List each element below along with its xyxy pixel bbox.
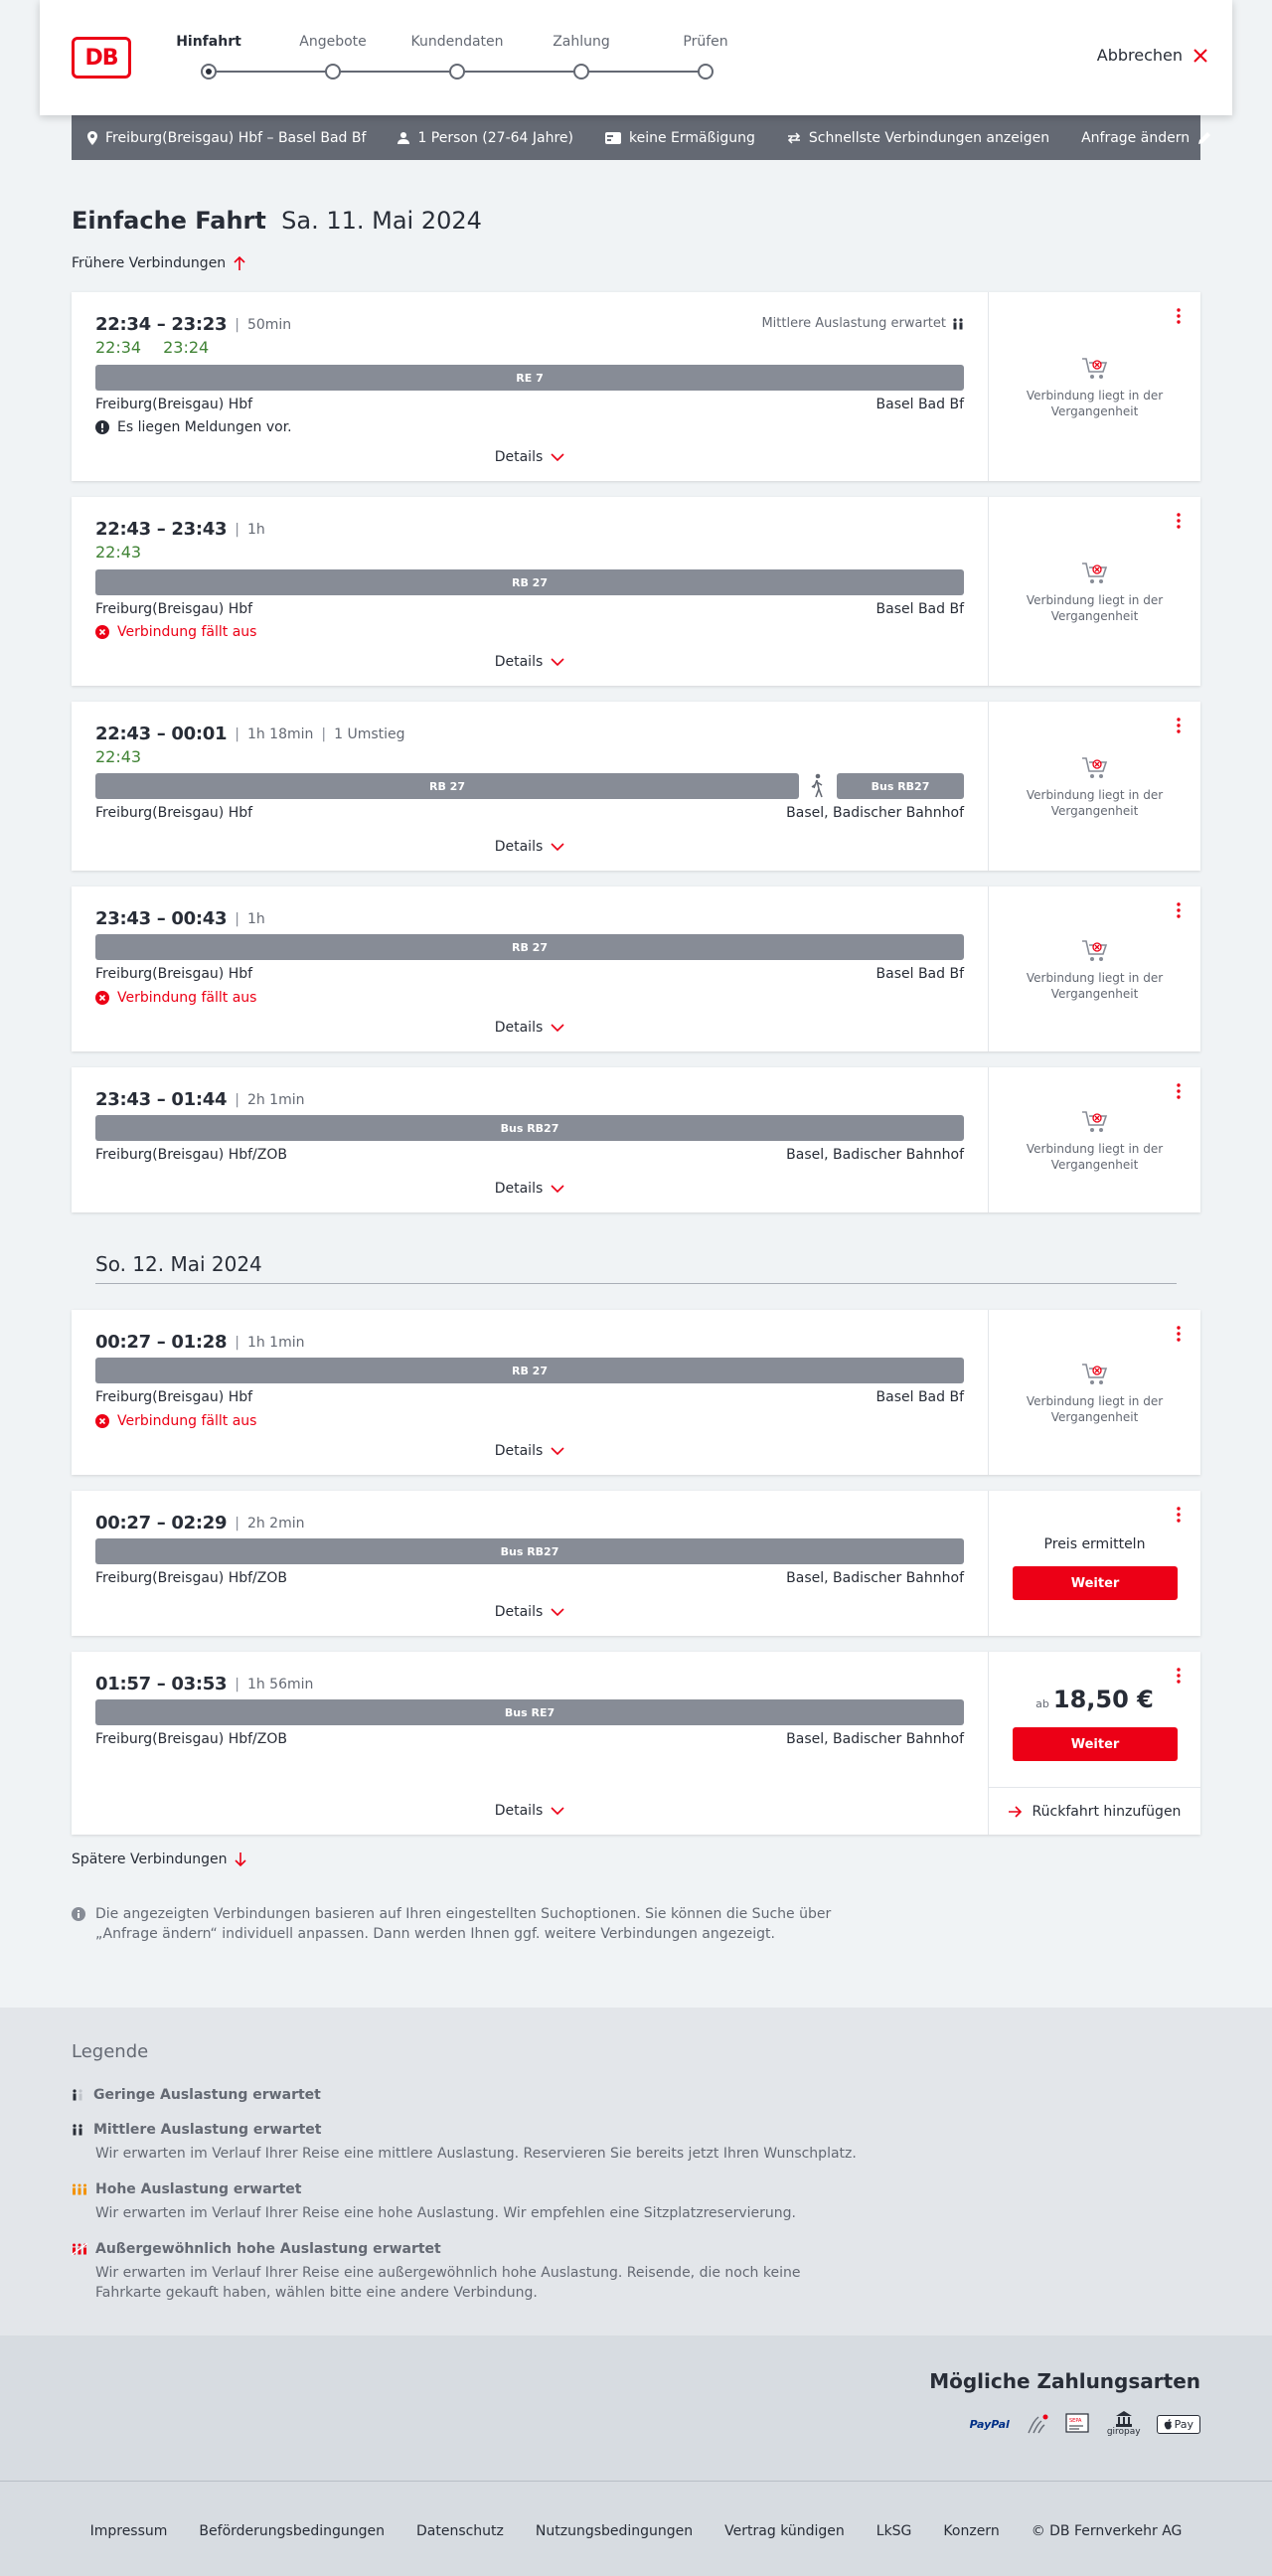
step-angebote-label: Angebote — [299, 34, 367, 50]
train-bar[interactable]: RB 27 — [95, 569, 964, 595]
arrow-right-icon — [1009, 1806, 1023, 1818]
header — [40, 0, 1232, 115]
footer-link-konzern[interactable]: Konzern — [943, 2523, 1000, 2539]
chevron-down-icon — [551, 1807, 564, 1815]
apple-logo-icon — [1164, 2419, 1173, 2430]
cart-disabled-icon — [1081, 755, 1109, 781]
step-pruefen-dot — [698, 64, 714, 80]
step-zahlung-label: Zahlung — [553, 34, 610, 50]
train-bar[interactable]: RB 27 — [95, 1358, 964, 1383]
past-connection-notice: Verbindung liegt in der Vergangenheit — [989, 938, 1200, 1002]
past-connection-notice: Verbindung liegt in der Vergangenheit — [989, 1109, 1200, 1173]
past-connection-notice: Verbindung liegt in der Vergangenheit — [989, 1362, 1200, 1425]
arrival-station: Basel, Badischer Bahnhof — [786, 1570, 964, 1586]
summary-route[interactable]: Freiburg(Breisgau) Hbf – Basel Bad Bf — [87, 130, 366, 146]
departure-station: Freiburg(Breisgau) Hbf — [95, 1389, 253, 1405]
connection-times: 23:43 – 00:43 — [95, 908, 228, 929]
more-options-icon[interactable] — [1171, 1324, 1187, 1344]
details-toggle[interactable]: Details — [72, 1181, 988, 1197]
realtime-times: 22:34 23:24 — [95, 338, 210, 357]
connection-duration: 2h 2min — [246, 1515, 305, 1531]
past-connection-notice: Verbindung liegt in der Vergangenheit — [989, 356, 1200, 419]
connection-card[interactable]: 00:27 – 02:29 | 2h 2min Bus RB27 Freiburg(Breisgau) Hbf/ZOB Basel, Badischer Bahnhof Details Preis ermitteln Weiter — [72, 1491, 1200, 1636]
connection-duration: 1h 1min — [246, 1334, 305, 1351]
occupancy-indicator: Mittlere Auslastung erwartet — [761, 316, 964, 331]
connection-times: 22:43 – 23:43 — [95, 519, 228, 540]
legend-title: Legende — [72, 2041, 149, 2062]
departure-station: Freiburg(Breisgau) Hbf — [95, 805, 253, 821]
footer-copyright: © DB Fernverkehr AG — [1031, 2523, 1183, 2539]
connection-card[interactable]: 01:57 – 03:53 | 1h 56min Bus RE7 Freiburg(Breisgau) Hbf/ZOB Basel, Badischer Bahnhof Details ab 18,50 € Weiter Rückfahrt hinzufügen — [72, 1652, 1200, 1835]
swap-arrows-icon — [787, 132, 801, 144]
chevron-down-icon — [551, 1024, 564, 1032]
footer — [0, 2481, 1272, 2576]
cart-disabled-icon — [1081, 356, 1109, 382]
connection-times: 23:43 – 01:44 — [95, 1089, 228, 1110]
connection-duration: 2h 1min — [246, 1091, 305, 1108]
continue-button[interactable]: Weiter — [1013, 1727, 1178, 1761]
footer-link-datenschutz[interactable]: Datenschutz — [415, 2523, 504, 2539]
connection-duration: 1h 18min — [246, 725, 314, 742]
earlier-connections-link[interactable]: Frühere Verbindungen — [72, 255, 245, 271]
info-icon — [72, 1907, 85, 1921]
occupancy-extreme-icon — [72, 2243, 87, 2255]
connection-times: 00:27 – 02:29 — [95, 1513, 228, 1533]
departure-station: Freiburg(Breisgau) Hbf/ZOB — [95, 1731, 287, 1747]
train-bar[interactable]: RB 27 — [95, 934, 964, 960]
connection-duration: 1h 56min — [246, 1676, 314, 1692]
arrival-station: Basel Bad Bf — [875, 966, 964, 982]
chevron-down-icon — [551, 843, 564, 851]
more-options-icon[interactable] — [1171, 511, 1187, 531]
cart-disabled-icon — [1081, 1109, 1109, 1135]
pencil-icon — [1197, 131, 1211, 145]
bahncard-icon — [605, 132, 621, 144]
connection-card[interactable]: 23:43 – 00:43 | 1h RB 27 Freiburg(Breisgau) Hbf Basel Bad Bf Verbindung fällt aus Details Verbindung liegt in der Vergangenheit — [72, 886, 1200, 1051]
details-toggle[interactable]: Details — [72, 839, 988, 855]
details-toggle[interactable]: Details — [72, 1604, 988, 1620]
cancelled-icon — [95, 625, 109, 639]
sepa-icon — [1065, 2413, 1091, 2435]
payment-title: Mögliche Zahlungsarten — [929, 2369, 1200, 2393]
step-angebote-dot — [325, 64, 341, 80]
realtime-times: 22:43 — [95, 747, 142, 766]
train-bar[interactable]: RB 27 — [95, 773, 799, 799]
footer-link-nutzungsbedingungen[interactable]: Nutzungsbedingungen — [535, 2523, 694, 2539]
chevron-down-icon — [551, 658, 564, 666]
departure-station: Freiburg(Breisgau) Hbf — [95, 966, 253, 982]
departure-station: Freiburg(Breisgau) Hbf/ZOB — [95, 1147, 287, 1163]
footer-link-lksg[interactable]: LkSG — [875, 2523, 912, 2539]
bus-bar[interactable]: Bus RB27 — [95, 1115, 964, 1141]
details-toggle[interactable]: Details — [72, 654, 988, 670]
legend-item: Außergewöhnlich hohe Auslastung erwartet Wir erwarten im Verlauf Ihrer Reise eine außergewöhnlich hohe Auslastung. Reisende, die noch keine Fahrkarte gekauft haben, wählen bitte eine andere Verbindung. — [72, 2241, 867, 2303]
legend-item: Geringe Auslastung erwartet — [72, 2087, 867, 2103]
cancelled-icon — [95, 1414, 109, 1428]
chevron-down-icon — [551, 1447, 564, 1455]
occupancy-medium-icon — [72, 2124, 85, 2136]
arrival-station: Basel Bad Bf — [875, 1389, 964, 1405]
connection-times: 22:34 – 23:23 — [95, 314, 228, 335]
db-logo[interactable]: DB — [72, 37, 131, 79]
bus-bar[interactable]: Bus RE7 — [95, 1699, 964, 1725]
connection-duration: 1h — [246, 910, 265, 927]
footer-link-befoerderungsbedingungen[interactable]: Beförderungsbedingungen — [199, 2523, 385, 2539]
cart-disabled-icon — [1081, 938, 1109, 964]
bus-bar[interactable]: Bus RB27 — [95, 1538, 964, 1564]
footer-link-impressum[interactable]: Impressum — [89, 2523, 168, 2539]
occupancy-low-icon — [72, 2089, 85, 2101]
person-icon — [398, 132, 409, 144]
close-icon — [1192, 48, 1208, 64]
connection-duration: 1h — [246, 521, 265, 538]
add-return-trip-link[interactable]: Rückfahrt hinzufügen — [989, 1787, 1200, 1835]
summary-discount[interactable]: keine Ermäßigung — [605, 130, 755, 146]
cancellation-message: Verbindung fällt aus — [95, 990, 256, 1006]
details-toggle[interactable]: Details — [72, 449, 988, 465]
details-toggle[interactable]: Details — [72, 1803, 988, 1819]
more-options-icon[interactable] — [1171, 716, 1187, 735]
more-options-icon[interactable] — [1171, 1505, 1187, 1525]
realtime-times: 22:43 — [95, 543, 142, 562]
price-pending-label: Preis ermitteln — [1043, 1536, 1146, 1552]
payment-methods-section — [0, 2335, 1272, 2481]
connection-card[interactable]: 22:43 – 00:01 | 1h 18min | 1 Umstieg 22:43 RB 27 Bus RB27 Freiburg(Breisgau) Hbf Basel, Badischer Bahnhof Details Verbindung liegt in der Vergangenheit — [72, 702, 1200, 871]
legend-item: Hohe Auslastung erwartet Wir erwarten im Verlauf Ihrer Reise eine hohe Auslastung. Wir empfehlen eine Sitzplatzreservierung. — [72, 2181, 867, 2223]
summary-persons[interactable]: 1 Person (27-64 Jahre) — [398, 130, 573, 146]
arrow-down-icon — [235, 1852, 246, 1866]
connection-card[interactable]: 00:27 – 01:28 | 1h 1min RB 27 Freiburg(Breisgau) Hbf Basel Bad Bf Verbindung fällt aus Details Verbindung liegt in der Vergangenheit — [72, 1310, 1200, 1475]
past-connection-notice: Verbindung liegt in der Vergangenheit — [989, 561, 1200, 624]
connection-card[interactable]: 23:43 – 01:44 | 2h 1min Bus RB27 Freiburg(Breisgau) Hbf/ZOB Basel, Badischer Bahnhof Details Verbindung liegt in der Vergangenheit — [72, 1067, 1200, 1212]
chevron-down-icon — [551, 1608, 564, 1616]
arrival-station: Basel Bad Bf — [875, 397, 964, 412]
legend-section — [0, 2008, 1272, 2335]
search-summary-bar — [72, 115, 1200, 160]
step-pruefen-label: Prüfen — [683, 34, 728, 50]
location-pin-icon — [87, 131, 97, 145]
step-zahlung-dot — [573, 64, 589, 80]
more-options-icon[interactable] — [1171, 1081, 1187, 1101]
more-options-icon[interactable] — [1171, 900, 1187, 920]
edit-request-button[interactable]: Anfrage ändern — [1081, 130, 1211, 146]
details-toggle[interactable]: Details — [72, 1443, 988, 1459]
chevron-down-icon — [551, 453, 564, 461]
connection-duration: 50min — [246, 316, 292, 333]
departure-station: Freiburg(Breisgau) Hbf — [95, 601, 253, 617]
contactless-payment-icon — [1026, 2413, 1049, 2435]
giropay-icon: giropay — [1107, 2411, 1141, 2437]
step-kundendaten-dot — [449, 64, 465, 80]
arrival-station: Basel Bad Bf — [875, 601, 964, 617]
cancelled-icon — [95, 991, 109, 1005]
connection-times: 01:57 – 03:53 — [95, 1674, 228, 1694]
arrow-up-icon — [234, 256, 245, 270]
page-title: Einfache Fahrt Sa. 11. Mai 2024 — [72, 207, 482, 235]
step-kundendaten-label: Kundendaten — [410, 34, 504, 50]
step-hinfahrt-dot — [201, 64, 217, 80]
departure-station: Freiburg(Breisgau) Hbf/ZOB — [95, 1570, 287, 1586]
paypal-icon: PayPal — [969, 2417, 1010, 2431]
step-hinfahrt-label: Hinfahrt — [176, 34, 241, 50]
continue-button[interactable]: Weiter — [1013, 1566, 1178, 1600]
footer-link-vertrag-kuendigen[interactable]: Vertrag kündigen — [724, 2523, 845, 2539]
exclamation-icon — [95, 420, 109, 434]
occupancy-high-icon — [72, 2183, 87, 2195]
connection-card[interactable]: 22:43 – 23:43 | 1h 22:43 RB 27 Freiburg(Breisgau) Hbf Basel Bad Bf Verbindung fällt aus Details Verbindung liegt in der Vergangenheit — [72, 497, 1200, 686]
departure-station: Freiburg(Breisgau) Hbf — [95, 397, 253, 412]
arrival-station: Basel, Badischer Bahnhof — [786, 1147, 964, 1163]
cart-disabled-icon — [1081, 561, 1109, 586]
arrival-station: Basel, Badischer Bahnhof — [786, 1731, 964, 1747]
walking-person-icon — [809, 773, 825, 799]
svg-text:SEPA: SEPA — [1068, 2418, 1082, 2424]
search-info-note: Die angezeigten Verbindungen basieren auf Ihren eingestellten Suchoptionen. Sie können die Suche über „Anfrage ändern“ individuell anpassen. Dann werden Ihnen ggf. weitere Verbindungen angezeigt. — [72, 1904, 847, 1944]
apple-pay-icon: Pay — [1157, 2415, 1200, 2434]
connection-times: 22:43 – 00:01 — [95, 724, 228, 744]
connection-times: 00:27 – 01:28 — [95, 1332, 228, 1353]
transfer-count: 1 Umstieg — [334, 725, 405, 742]
cart-disabled-icon — [1081, 1362, 1109, 1387]
details-toggle[interactable]: Details — [72, 1020, 988, 1036]
chevron-down-icon — [551, 1185, 564, 1193]
legend-item: Mittlere Auslastung erwartet Wir erwarten im Verlauf Ihrer Reise eine mittlere Auslastung. Reservieren Sie bereits jetzt Ihren Wunschplatz. — [72, 2122, 867, 2164]
price: ab 18,50 € — [1035, 1686, 1154, 1713]
summary-fastest[interactable]: Schnellste Verbindungen anzeigen — [787, 130, 1049, 146]
day-header: So. 12. Mai 2024 — [95, 1252, 1177, 1284]
bank-building-icon — [1115, 2411, 1133, 2427]
train-bar[interactable]: RE 7 — [95, 365, 964, 391]
bus-bar[interactable]: Bus RB27 — [837, 773, 964, 799]
past-connection-notice: Verbindung liegt in der Vergangenheit — [989, 755, 1200, 819]
notice-message[interactable]: Es liegen Meldungen vor. — [95, 419, 292, 435]
occupancy-medium-icon — [952, 318, 964, 330]
more-options-icon[interactable] — [1171, 306, 1187, 326]
later-connections-link[interactable]: Spätere Verbindungen — [72, 1852, 246, 1867]
more-options-icon[interactable] — [1171, 1666, 1187, 1686]
arrival-station: Basel, Badischer Bahnhof — [786, 805, 964, 821]
connection-card[interactable]: 22:34 – 23:23 | 50min 22:34 23:24 Mittlere Auslastung erwartet RE 7 Freiburg(Breisgau) Hbf Basel Bad Bf Es liegen Meldungen vor. Details Verbindung liegt in der Vergangenheit — [72, 292, 1200, 481]
cancellation-message: Verbindung fällt aus — [95, 1413, 256, 1429]
cancel-button[interactable]: Abbrechen — [1097, 46, 1208, 65]
cancellation-message: Verbindung fällt aus — [95, 624, 256, 640]
